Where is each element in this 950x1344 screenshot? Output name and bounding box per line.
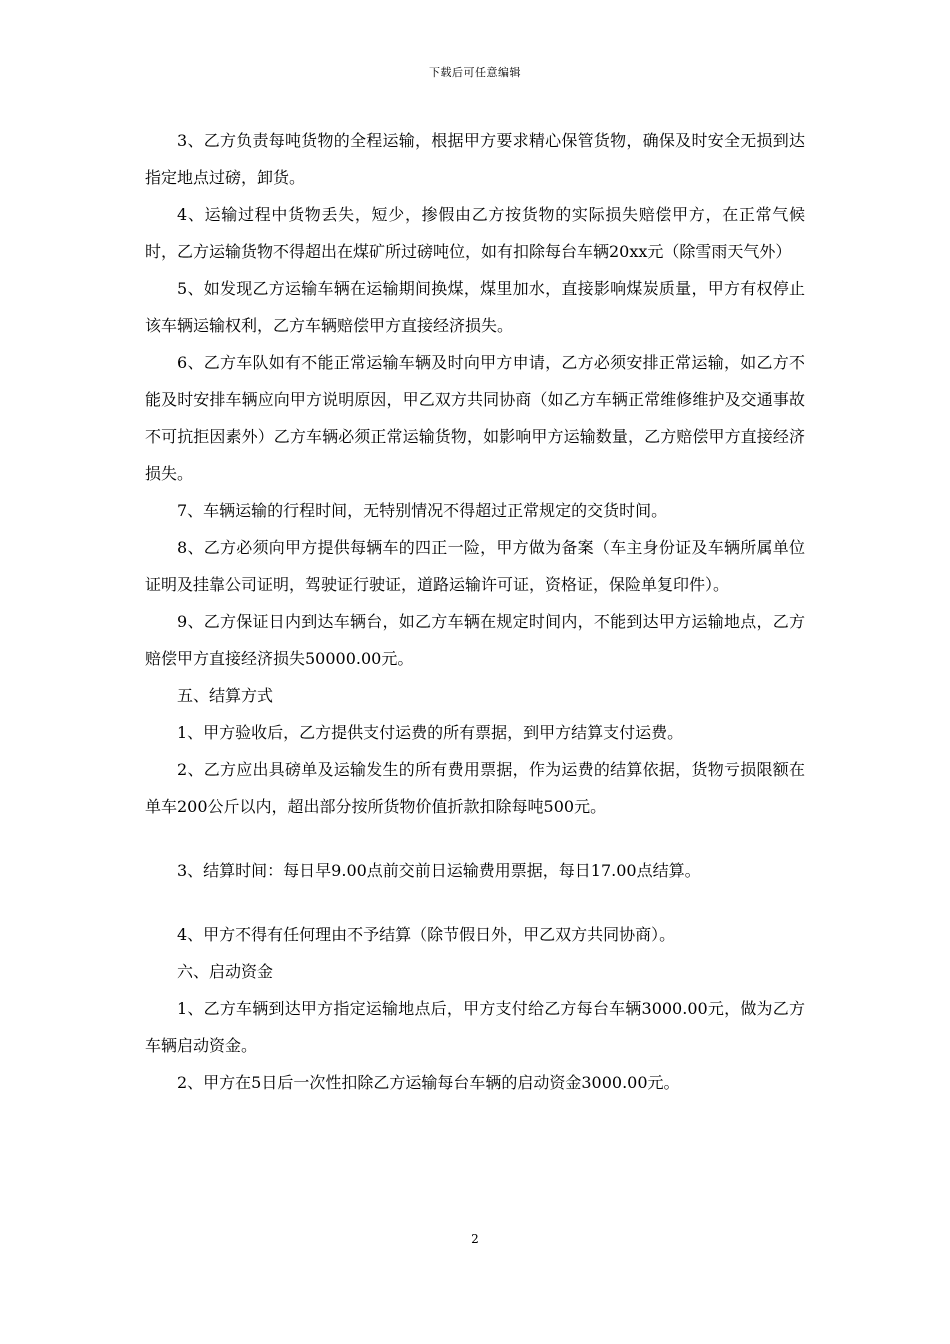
paragraph-startup-1: 1、乙方车辆到达甲方指定运输地点后，甲方支付给乙方每台车辆3000.00元，做为乙方车辆启动资金。 (145, 999, 805, 1055)
paragraph-settlement-4: 4、甲方不得有任何理由不予结算（除节假日外，甲乙双方共同协商）。 (177, 925, 676, 944)
paragraph-clause-9: 9、乙方保证日内到达车辆台，如乙方车辆在规定时间内，不能到达甲方运输地点，乙方赔偿甲方直接经济损失50000.00元。 (145, 612, 805, 668)
paragraph-clause-6: 6、乙方车队如有不能正常运输车辆及时向甲方申请，乙方必须安排正常运输，如乙方不能及时安排车辆应向甲方说明原因，甲乙双方共同协商（如乙方车辆正常维修维护及交通事故不可抗拒因素外）乙方车辆必须正常运输货物，如影响甲方运输数量，乙方赔偿甲方直接经济损失。 (145, 353, 805, 483)
paragraph-clause-5: 5、如发现乙方运输车辆在运输期间换煤，煤里加水，直接影响煤炭质量，甲方有权停止该车辆运输权利，乙方车辆赔偿甲方直接经济损失。 (145, 279, 805, 335)
paragraph-clause-7: 7、车辆运输的行程时间，无特别情况不得超过正常规定的交货时间。 (177, 501, 668, 520)
section-heading-startup-funds: 六、启动资金 (177, 962, 274, 981)
paragraph-startup-2: 2、甲方在5日后一次性扣除乙方运输每台车辆的启动资金3000.00元。 (177, 1073, 680, 1092)
page-number: 2 (471, 1232, 479, 1246)
paragraph-settlement-3: 3、结算时间：每日早9.00点前交前日运输费用票据，每日17.00点结算。 (177, 861, 701, 880)
paragraph-clause-4: 4、运输过程中货物丢失，短少，掺假由乙方按货物的实际损失赔偿甲方，在正常气候时，乙方运输货物不得超出在煤矿所过磅吨位，如有扣除每台车辆20xx元（除雪雨天气外） (145, 205, 805, 261)
paragraph-clause-3: 3、乙方负责每吨货物的全程运输，根据甲方要求精心保管货物，确保及时安全无损到达指定地点过磅，卸货。 (145, 131, 805, 187)
paragraph-settlement-2: 2、乙方应出具磅单及运输发生的所有费用票据，作为运费的结算依据，货物亏损限额在单车200公斤以内，超出部分按所货物价值折款扣除每吨500元。 (145, 760, 805, 816)
paragraph-settlement-1: 1、甲方验收后，乙方提供支付运费的所有票据，到甲方结算支付运费。 (177, 723, 684, 742)
section-heading-settlement: 五、结算方式 (177, 686, 274, 705)
page-header: 下载后可任意编辑 (429, 66, 521, 79)
paragraph-clause-8: 8、乙方必须向甲方提供每辆车的四正一险，甲方做为备案（车主身份证及车辆所属单位证明及挂靠公司证明，驾驶证行驶证，道路运输许可证，资格证，保险单复印件）。 (145, 538, 805, 594)
document-body (145, 122, 805, 1101)
